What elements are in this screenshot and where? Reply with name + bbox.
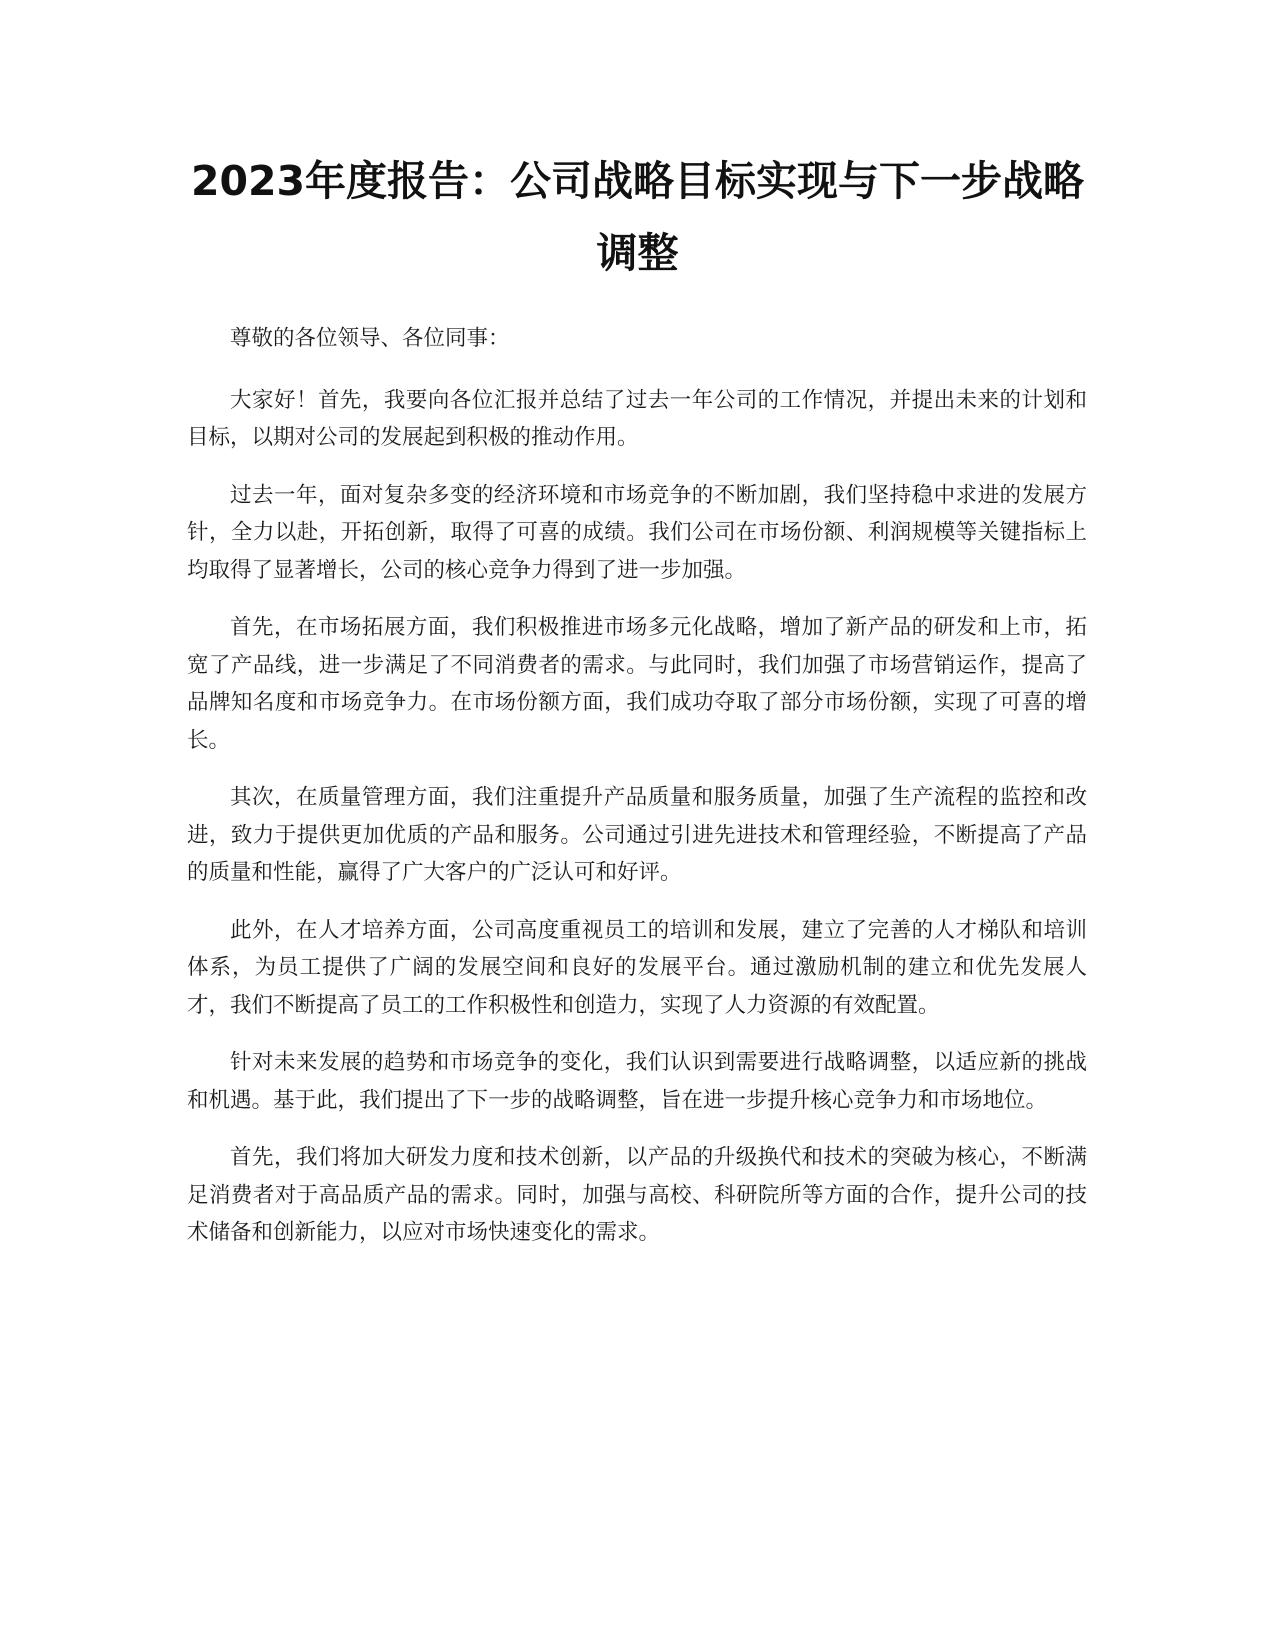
document-body	[187, 320, 1087, 1272]
paragraph: 此外，在人才培养方面，公司高度重视员工的培训和发展，建立了完善的人才梯队和培训体系，为员工提供了广阔的发展空间和良好的发展平台。通过激励机制的建立和优先发展人才，我们不断提高了员工的工作积极性和创造力，实现了人力资源的有效配置。	[187, 917, 1087, 1018]
paragraph: 首先，在市场拓展方面，我们积极推进市场多元化战略，增加了新产品的研发和上市，拓宽了产品线，进一步满足了不同消费者的需求。与此同时，我们加强了市场营销运作，提高了品牌知名度和市场竞争力。在市场份额方面，我们成功夺取了部分市场份额，实现了可喜的增长。	[187, 615, 1087, 753]
paragraph: 其次，在质量管理方面，我们注重提升产品质量和服务质量，加强了生产流程的监控和改进，致力于提供更加优质的产品和服务。公司通过引进先进技术和管理经验，不断提高了产品的质量和性能，赢得了广大客户的广泛认可和好评。	[187, 785, 1087, 885]
greeting-line: 尊敬的各位领导、各位同事：	[230, 326, 510, 351]
paragraph: 过去一年，面对复杂多变的经济环境和市场竞争的不断加剧，我们坚持稳中求进的发展方针，全力以赴，开拓创新，取得了可喜的成绩。我们公司在市场份额、利润规模等关键指标上均取得了显著增长，公司的核心竞争力得到了进一步加强。	[187, 482, 1087, 583]
paragraph: 针对未来发展的趋势和市场竞争的变化，我们认识到需要进行战略调整，以适应新的挑战和机遇。基于此，我们提出了下一步的战略调整，旨在进一步提升核心竞争力和市场地位。	[187, 1050, 1087, 1113]
paragraph: 大家好！首先，我要向各位汇报并总结了过去一年公司的工作情况，并提出未来的计划和目标，以期对公司的发展起到积极的推动作用。	[187, 387, 1087, 450]
paragraph: 首先，我们将加大研发力度和技术创新，以产品的升级换代和技术的突破为核心，不断满足消费者对于高品质产品的需求。同时，加强与高校、科研院所等方面的合作，提升公司的技术储备和创新能力，以应对市场快速变化的需求。	[187, 1145, 1087, 1245]
document-title: 2023年度报告：公司战略目标实现与下一步战略调整	[190, 157, 1085, 277]
